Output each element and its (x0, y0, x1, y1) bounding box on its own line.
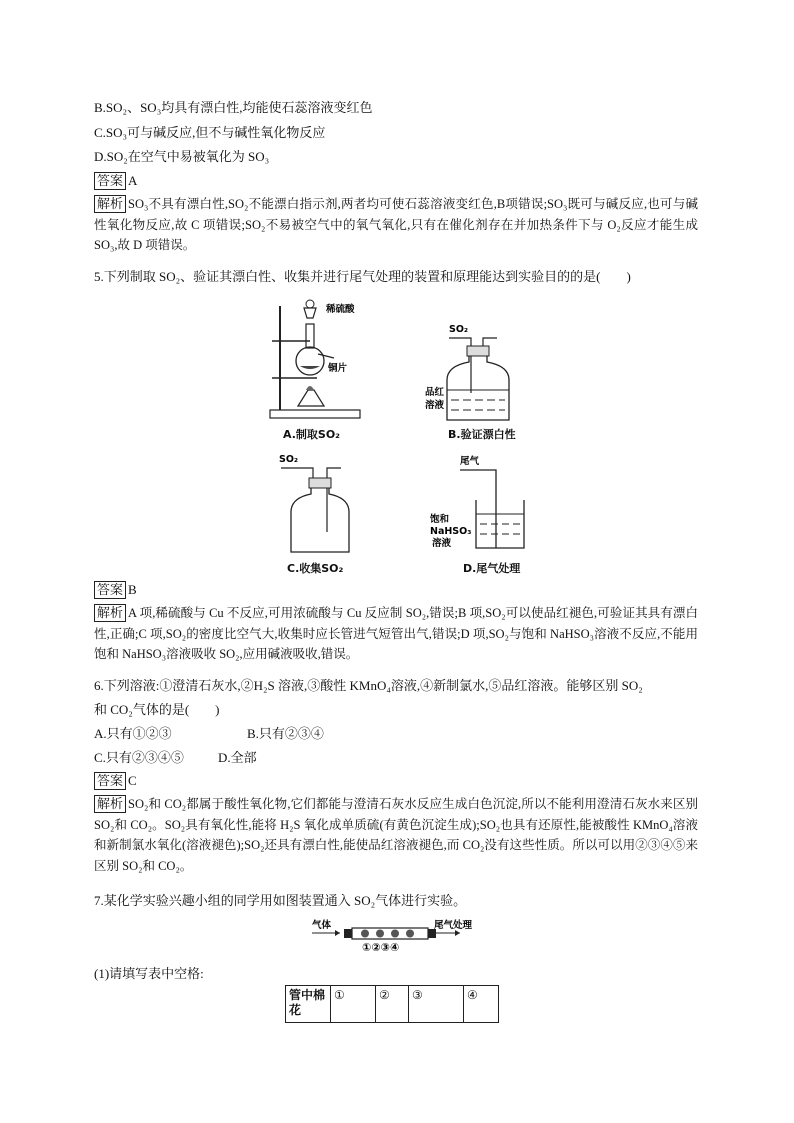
answer-value: C (128, 773, 137, 788)
figure-c-caption: C.收集SO₂ (287, 562, 344, 575)
label-tube-numbers: ①②③④ (362, 941, 400, 954)
figure-c-apparatus (275, 452, 365, 557)
q5-stem: 5.下列制取 SO₂、验证其漂白性、收集并进行尾气处理的装置和原理能达到实验目的的是( ) (94, 269, 631, 284)
label-saturated: 饱和 (430, 514, 450, 525)
label-pinhong-1: 品红 (425, 387, 445, 398)
q5-answer (94, 581, 137, 599)
figure-d-caption: D.尾气处理 (463, 562, 521, 575)
answer-tag: 答案 (94, 772, 126, 790)
q6-stem-line2: 和 CO₂气体的是( ) (94, 702, 220, 717)
explanation-tag: 解析 (94, 795, 126, 813)
figure-b-apparatus (425, 320, 525, 425)
q5-explanation (94, 603, 698, 665)
table-header-cotton: 管中棉花 (286, 986, 331, 1023)
label-tail-gas: 尾气 (460, 456, 480, 467)
q7-sub1: (1)请填写表中空格: (94, 966, 204, 981)
q7-tube-apparatus (310, 916, 490, 956)
label-nahso3: NaHSO₃ (430, 526, 472, 537)
label-gas-in: 气体 (312, 920, 332, 931)
q6-answer (94, 772, 137, 790)
table-col-1[interactable]: ① (331, 986, 376, 1023)
q6-stem-line1: 6.下列溶液:①澄清石灰水,②H₂S 溶液,③酸性 KMnO₄溶液,④新制氯水,⑤品红溶液。能够区别 SO₂ (94, 678, 643, 693)
q4-option-d: D.SO₂在空气中易被氧化为 SO₃ (94, 149, 270, 164)
q6-option-c: C.只有②③④⑤ (94, 750, 184, 765)
table-row (286, 986, 499, 1023)
explanation-text: A 项,稀硫酸与 Cu 不反应,可用浓硫酸与 Cu 反应制 SO₂,错误;B 项,SO₂可以使品红褪色,可验证其具有漂白性,正确;C 项,SO₂的密度比空气大,收集时应长管进气短管出气,错误;D 项,SO₂与饱和 NaHSO₃溶液不反应,不能用饱和 NaHSO₃溶液吸收 SO₂,应用碱液吸收,错误。 (94, 606, 698, 661)
q4-option-b: B.SO₂、SO₃均具有漂白性,均能使石蕊溶液变红色 (94, 100, 373, 115)
table-col-3[interactable]: ③ (409, 986, 464, 1023)
label-tail-gas-treatment: 尾气处理 (434, 920, 473, 931)
q6-option-b: B.只有②③④ (247, 726, 324, 741)
table-col-2[interactable]: ② (376, 986, 409, 1023)
q4-answer (94, 172, 137, 190)
explanation-text: SO₂和 CO₂都属于酸性氧化物,它们都能与澄清石灰水反应生成白色沉淀,所以不能利用澄清石灰水来区别 SO₂和 CO₂。SO₂具有氧化性,能将 H₂S 氧化成单质硫(有黄色沉淀生成);SO₂也具有还原性,能被酸性 KMnO₄溶液和新制氯水氧化(溶液褪色);SO₂还具有漂白性,能使品红溶液褪色,而 CO₂没有这些性质。所以可以用②③④⑤来区别 SO₂和 CO₂。 (94, 797, 698, 873)
q7-fill-table (285, 985, 499, 1023)
explanation-text: SO₃不具有漂白性,SO₂不能漂白指示剂,两者均可使石蕊溶液变红色,B项错误;SO₃既可与碱反应,也可与碱性氧化物反应,故 C 项错误;SO₂不易被空气中的氧气氧化,只有在催化剂存在并加热条件下与 O₂反应才能生成 SO₃,故 D 项错误。 (94, 197, 698, 252)
label-pinhong-2: 溶液 (425, 400, 445, 411)
figure-b-caption: B.验证漂白性 (448, 428, 516, 441)
label-copper: 铜片 (328, 363, 348, 374)
answer-value: A (128, 173, 138, 188)
q6-explanation (94, 794, 698, 876)
explanation-tag: 解析 (94, 604, 126, 622)
figure-a-apparatus (262, 296, 382, 431)
figure-a-caption: A.制取SO₂ (283, 428, 340, 441)
answer-tag: 答案 (94, 172, 126, 190)
label-solution: 溶液 (432, 538, 452, 549)
label-so2-c: SO₂ (279, 454, 299, 465)
figure-d-apparatus (430, 452, 530, 557)
q7-stem: 7.某化学实验兴趣小组的同学用如图装置通入 SO₂气体进行实验。 (94, 893, 467, 908)
explanation-tag: 解析 (94, 195, 126, 213)
answer-tag: 答案 (94, 581, 126, 599)
q4-option-c: C.SO₃可与碱反应,但不与碱性氧化物反应 (94, 125, 326, 140)
table-col-4[interactable]: ④ (464, 986, 499, 1023)
answer-value: B (128, 582, 137, 597)
label-dilute-sulfuric-acid: 稀硫酸 (326, 304, 355, 315)
q6-option-d: D.全部 (218, 750, 257, 765)
label-so2-b: SO₂ (449, 324, 469, 335)
q4-explanation (94, 194, 698, 256)
q6-option-a: A.只有①②③ (94, 726, 172, 741)
